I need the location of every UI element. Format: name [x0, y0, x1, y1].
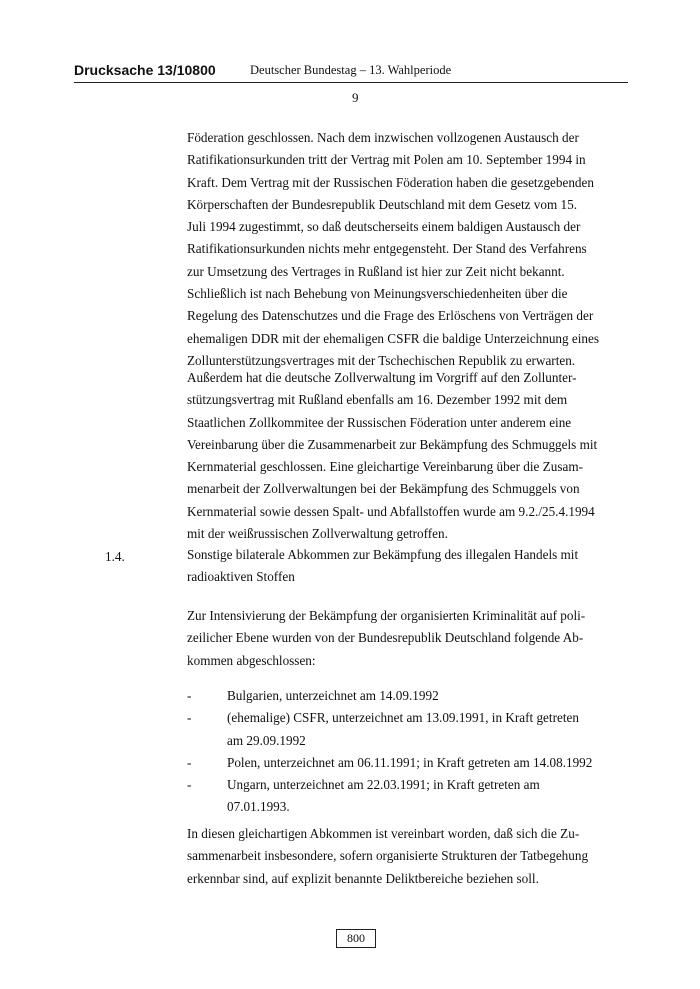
list-item-text: (ehemalige) CSFR, unterzeichnet am 13.09.1991, in Kraft getreten: [227, 710, 579, 726]
text-line: menarbeit der Zollverwaltungen bei der Bekämpfung des Schmuggels von: [187, 481, 580, 497]
text-line: ehemaligen DDR mit der ehemaligen CSFR die baldige Unterzeichnung eines: [187, 330, 599, 346]
text-line: stützungsvertrag mit Rußland ebenfalls am 16. Dezember 1992 mit dem: [187, 392, 568, 408]
list-item-text: Polen, unterzeichnet am 06.11.1991; in Kraft getreten am 14.08.1992: [227, 754, 593, 770]
list-item-text: Ungarn, unterzeichnet am 22.03.1991; in Kraft getreten am: [227, 777, 540, 793]
page-top-number: 9: [352, 90, 359, 105]
list-item: [187, 774, 607, 819]
paragraph-4: [187, 823, 607, 890]
page-header: [74, 62, 628, 83]
list-item: [187, 752, 607, 774]
paragraph-2: [187, 367, 607, 545]
list-item-text: 07.01.1993.: [227, 799, 290, 815]
text-line: Vereinbarung über die Zusammenarbeit zur Bekämpfung des Schmuggels mit: [187, 436, 598, 452]
text-line: Ratifikationsurkunden nichts mehr entgegensteht. Der Stand des Verfahrens: [187, 241, 587, 257]
text-line: mit der weißrussischen Zollverwaltung getroffen.: [187, 526, 448, 542]
text-line: Regelung des Datenschutzes und die Frage des Erlöschens von Verträgen der: [187, 308, 594, 324]
text-line: erkennbar sind, auf explizit benannte Deliktbereiche beziehen soll.: [187, 870, 539, 886]
text-line: Kraft. Dem Vertrag mit der Russischen Föderation haben die gesetzgebenden: [187, 174, 594, 190]
bundestag-label: Deutscher Bundestag – 13. Wahlperiode: [250, 63, 452, 77]
list-dash: -: [187, 754, 192, 770]
section-title-line: Sonstige bilaterale Abkommen zur Bekämpfung des illegalen Handels mit: [187, 547, 579, 562]
text-line: kommen abgeschlossen:: [187, 652, 316, 668]
text-line: zeilicher Ebene wurden von der Bundesrepublik Deutschland folgende Ab-: [187, 630, 584, 646]
text-line: zur Umsetzung des Vertrages in Rußland ist hier zur Zeit nicht bekannt.: [187, 263, 565, 279]
text-line: Staatlichen Zollkommitee der Russischen Föderation unter anderem eine: [187, 414, 572, 430]
text-line: Juli 1994 zugestimmt, so daß deutscherseits einem baldigen Austausch der: [187, 219, 581, 235]
list-item: [187, 685, 607, 707]
text-line: Zur Intensivierung der Bekämpfung der organisierten Kriminalität auf poli-: [187, 608, 586, 623]
text-line: sammenarbeit insbesondere, sofern organisierte Strukturen der Tatbegehung: [187, 848, 589, 864]
text-line: In diesen gleichartigen Abkommen ist vereinbart worden, daß sich die Zu-: [187, 826, 580, 841]
section-title-line: radioaktiven Stoffen: [187, 569, 295, 585]
footer-page-number: 800: [336, 929, 376, 948]
list-dash: -: [187, 710, 192, 726]
text-line: Zollunterstützungsvertrages mit der Tschechischen Republik zu erwarten.: [187, 352, 576, 368]
agreements-list: [187, 685, 607, 819]
text-line: Föderation geschlossen. Nach dem inzwischen vollzogenen Austausch der: [187, 130, 579, 145]
section-title: [187, 544, 607, 589]
text-line: Schließlich ist nach Behebung von Meinungsverschiedenheiten über die: [187, 286, 568, 302]
paragraph-1: [187, 127, 607, 372]
text-line: Kernmaterial geschlossen. Eine gleichartige Vereinbarung über die Zusam-: [187, 459, 583, 475]
section-number: 1.4.: [105, 549, 125, 564]
list-item-text: Bulgarien, unterzeichnet am 14.09.1992: [227, 688, 439, 703]
drucksache-number: Drucksache 13/10800: [74, 62, 216, 78]
text-line: Körperschaften der Bundesrepublik Deutschland mit dem Gesetz vom 15.: [187, 196, 578, 212]
paragraph-3: [187, 605, 607, 672]
text-line: Ratifikationsurkunden tritt der Vertrag mit Polen am 10. September 1994 in: [187, 152, 586, 168]
text-line: Kernmaterial sowie dessen Spalt- und Abfallstoffen wurde am 9.2./25.4.1994: [187, 503, 595, 519]
text-line: Außerdem hat die deutsche Zollverwaltung im Vorgriff auf den Zollunter-: [187, 370, 577, 385]
list-dash: -: [187, 777, 192, 793]
list-dash: -: [187, 688, 192, 703]
list-item-text: am 29.09.1992: [227, 732, 306, 748]
list-item: [187, 707, 607, 752]
